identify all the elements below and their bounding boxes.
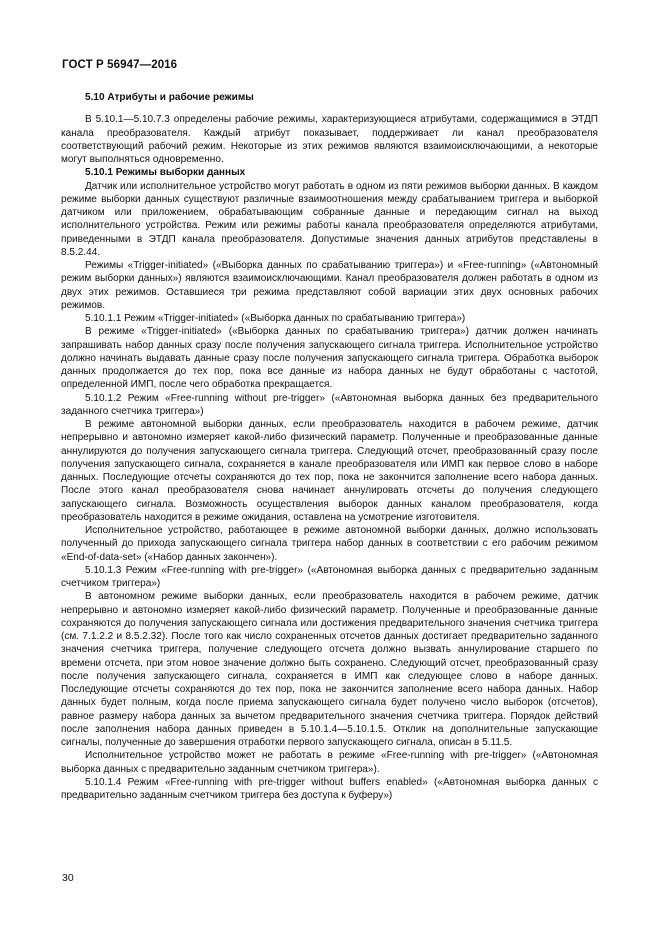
paragraph: Датчик или исполнительное устройство могут работать в одном из пяти режимов выборки данных. В каждом режиме выборки данных существуют различные взаимоотношения между срабатыванием триггера и выборкой датчиком или приложением, обрабатывающим собранные данные и передающим сигнал на выход исполнительного устройства. Режим или режимы работы канала преобразователя определяются атрибутами, приведенными в ЭТДП канала преобразователя. Допустимые значения данных атрибутов представлены в 8.5.2.44.	[61, 180, 598, 258]
clause-title: 5.10.1.2 Режим «Free-running without pre-trigger» («Автономная выборка данных без предварительного заданного счетчика триггера»)	[61, 392, 598, 417]
clause-title: 5.10.1.1 Режим «Trigger-initiated» («Выборка данных по срабатыванию триггера»)	[85, 313, 466, 324]
document-id-header: ГОСТ Р 56947—2016	[62, 59, 178, 71]
paragraph: Исполнительное устройство, работающее в режиме автономной выборки данных, должно использовать полученный до прихода запускающего сигнала триггера набор данных в соответствии с его рабочим режимом «End-of-data-set» («Набор данных закончен»).	[61, 525, 598, 563]
subsection-heading: 5.10.1 Режимы выборки данных	[85, 167, 246, 179]
clause-title: 5.10.1.4 Режим «Free-running with pre-trigger without buffers enabled» («Автономная выборка данных с предварительно заданным счетчиком триггера без доступа к буферу»)	[61, 776, 598, 801]
paragraph: В режиме «Trigger-initiated» («Выборка данных по срабатыванию триггера») датчик должен начинать запрашивать набор данных сразу после получения запускающего сигнала триггера. Исполнительное устройство должно начинать выдавать данные сразу после получения запускающего сигнала триггера. Обработка выборок данных продолжается до тех пор, пока все данные из набора данных не будут обработаны с частотой, определенной ИМП, после чего обработка прекращается.	[61, 326, 598, 391]
page-number: 30	[62, 872, 74, 884]
paragraph: В автономном режиме выборки данных, если преобразователь находится в рабочем режиме, датчик непрерывно и автономно измеряет какой-либо физический параметр. Полученные и преобразованные данные сохраняются до получения запускающего сигнала или достижения предварительного значения счетчика триггера (см. 7.1.2.2 и 8.5.2.32). После того как число сохраненных отсчетов данных достигает предварительно заданного значения счетчика триггера, получение следующего отсчета должно вызвать аннулирование старшего по времени отсчета, при этом новое значение должно быть сохранено. Следующий отсчет, преобразованный сразу после получения запускающего сигнала, сохраняется в ИМП как следующее слово в наборе данных. Последующие отсчеты сохраняются до тех пор, пока не закончится заполнение всего набора данных. Набор данных будет полным, когда после приема запускающего сигнала будет получено число выборок (отсчетов), равное размеру набора данных за вычетом предварительного значения счетчика триггера. Порядок действий после заполнения набора данных приведен в 5.10.1.4—5.10.1.5. Отклик на дополнительные запускающие сигналы, полученные до завершения отработки первого запускающего сигнала, описан в 5.11.5.	[61, 591, 598, 748]
paragraph: В режиме автономной выборки данных, если преобразователь находится в рабочем режиме, датчик непрерывно и автономно измеряет какой-либо физический параметр. Полученные и преобразованные данные аннулируются до получения запускающего сигнала триггера. Следующий отсчет, преобразованный сразу после получения запускающего сигнала, сохраняется в канале преобразователя или ИМП как первое слово в наборе данных. Последующие отсчеты сохраняются до тех пор, пока не закончится заполнение всего набора данных. После этого канал преобразователя снова начинает аннулировать отсчеты до получения следующего запускающего сигнала. Возможность осуществления выборок данных каналом преобразователя, когда преобразователь находится в режиме ожидания, оставлена на усмотрение изготовителя.	[61, 419, 598, 523]
paragraph: Исполнительное устройство может не работать в режиме «Free-running with pre-trigger» («Автономная выборка данных с предварительно заданным счетчиком триггера»).	[61, 750, 598, 775]
section-heading: 5.10 Атрибуты и рабочие режимы	[85, 92, 254, 103]
document-body	[61, 91, 598, 802]
paragraph: Режимы «Trigger-initiated» («Выборка данных по срабатыванию триггера») и «Free-running» («Автономный режим выборки данных») являются взаимоисключающими. Канал преобразователя должен работать в одном из двух этих режимов. Оставшиеся три режима представляют собой вариации этих двух основных рабочих режимов.	[61, 260, 598, 311]
paragraph: В 5.10.1—5.10.7.3 определены рабочие режимы, характеризующиеся атрибутами, содержащимися в ЭТДП канала преобразователя. Каждый атрибут показывает, поддерживает ли канал преобразователя соответствующий рабочий режим. Некоторые из этих режимов являются взаимоисключающими, а некоторые могут выполняться одновременно.	[61, 114, 598, 165]
clause-title: 5.10.1.3 Режим «Free-running with pre-trigger» («Автономная выборка данных с предварительно заданным счетчиком триггера»)	[61, 564, 598, 589]
